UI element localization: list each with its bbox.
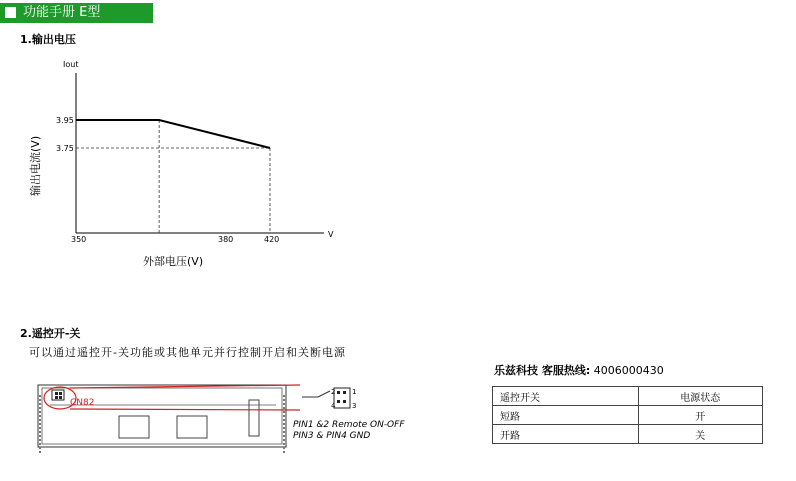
x-tick-label-350: 350 bbox=[71, 235, 87, 244]
header-title: 功能手册 E型 bbox=[23, 5, 101, 20]
pin-note-line1: PIN1 &2 Remote ON-OFF bbox=[293, 420, 405, 430]
pin-note-line2: PIN3 & PIN4 GND bbox=[293, 431, 371, 441]
x-tick-label-380: 380 bbox=[218, 235, 234, 244]
module-inner-outline bbox=[42, 388, 282, 444]
company-phone: 4006000430 bbox=[593, 364, 664, 377]
pin-number-4: 4 bbox=[331, 402, 336, 410]
connector-pin-a bbox=[55, 392, 58, 395]
table-row bbox=[493, 406, 763, 425]
table-cell: 开 bbox=[638, 406, 762, 425]
pin-dot-3 bbox=[337, 400, 340, 403]
table-cell: 关 bbox=[638, 425, 762, 444]
y-tick-label-3-75: 3.75 bbox=[56, 144, 74, 153]
x-tick-label-420: 420 bbox=[264, 235, 280, 244]
pin-dot-1 bbox=[337, 391, 340, 394]
pin-number-2: 2 bbox=[331, 388, 336, 396]
component-block-1 bbox=[119, 416, 149, 438]
switch-lever bbox=[318, 391, 330, 397]
x-axis-name: V bbox=[328, 230, 334, 239]
pin-header bbox=[334, 388, 350, 408]
table-cell: 短路 bbox=[493, 406, 639, 425]
y-axis-title: 输出电流(V) bbox=[29, 135, 42, 196]
pin-number-3: 3 bbox=[352, 402, 357, 410]
table-header-row bbox=[493, 387, 763, 406]
remote-control-table bbox=[492, 386, 763, 444]
company-hotline bbox=[494, 362, 664, 378]
x-axis-title: 外部电压(V) bbox=[143, 255, 204, 268]
table-header-cell: 遥控开关 bbox=[493, 387, 639, 406]
series-line bbox=[76, 120, 270, 148]
table-header-cell: 电源状态 bbox=[638, 387, 762, 406]
pin-dot-2 bbox=[343, 391, 346, 394]
table-cell: 开路 bbox=[493, 425, 639, 444]
pin-dot-4 bbox=[343, 400, 346, 403]
y-tick-label-3-95: 3.95 bbox=[56, 116, 74, 125]
pin-number-1: 1 bbox=[352, 388, 357, 396]
table-row bbox=[493, 425, 763, 444]
callout-line-bottom bbox=[70, 409, 300, 410]
section2-heading: 2.遥控开-关 bbox=[20, 327, 81, 340]
section1-heading: 1.输出电压 bbox=[20, 33, 76, 46]
pin-notes bbox=[293, 420, 405, 442]
connector-pin-d bbox=[59, 396, 62, 399]
connector-label: CN82 bbox=[70, 398, 95, 408]
connector-pin-c bbox=[55, 396, 58, 399]
y-axis-name: Iout bbox=[63, 60, 79, 69]
company-name: 乐兹科技 客服热线: bbox=[494, 364, 591, 377]
component-block-2 bbox=[177, 416, 207, 438]
connector-pin-b bbox=[59, 392, 62, 395]
section2-description: 可以通过遥控开-关功能或其他单元并行控制开启和关断电源 bbox=[29, 346, 346, 359]
